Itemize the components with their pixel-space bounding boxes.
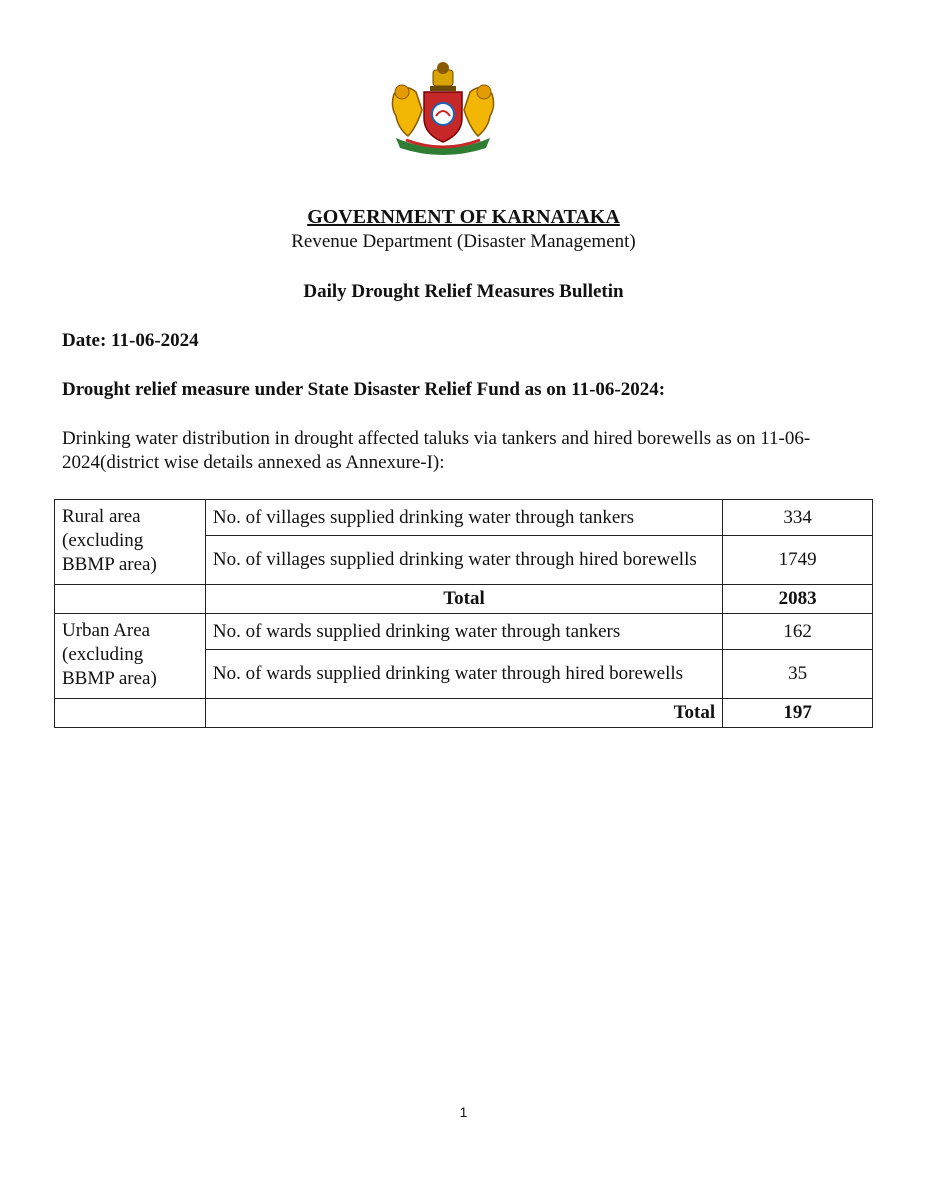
rural-total-label: Total — [205, 585, 722, 614]
bulletin-date: Date: 11-06-2024 — [62, 330, 199, 351]
karnataka-state-emblem-icon — [386, 58, 500, 156]
intro-paragraph: Drinking water distribution in drought affected taluks via tankers and hired borewells as on 11-06-2024(district wise details annexed as Annexure-I): — [62, 428, 811, 473]
urban-total-value: 197 — [723, 699, 873, 728]
row-description: No. of wards supplied drinking water through tankers — [205, 614, 722, 650]
bulletin-title: Daily Drought Relief Measures Bulletin — [303, 281, 624, 302]
table-row — [55, 614, 873, 650]
row-description: No. of villages supplied drinking water through hired borewells — [205, 536, 722, 585]
rural-total-value: 2083 — [723, 585, 873, 614]
row-value: 162 — [723, 614, 873, 650]
row-value: 35 — [723, 650, 873, 699]
row-value: 334 — [723, 500, 873, 536]
total-row — [55, 699, 873, 728]
page-number: 1 — [459, 1104, 468, 1120]
department-subtitle: Revenue Department (Disaster Management) — [291, 231, 636, 252]
urban-area-label: Urban Area (excluding BBMP area) — [55, 614, 206, 699]
row-description: No. of wards supplied drinking water through hired borewells — [205, 650, 722, 699]
empty-cell — [55, 585, 206, 614]
total-row — [55, 585, 873, 614]
row-description: No. of villages supplied drinking water through tankers — [205, 500, 722, 536]
government-title: GOVERNMENT OF KARNATAKA — [307, 206, 620, 228]
table-row — [55, 500, 873, 536]
empty-cell — [55, 699, 206, 728]
urban-total-label: Total — [205, 699, 722, 728]
row-value: 1749 — [723, 536, 873, 585]
section-heading: Drought relief measure under State Disaster Relief Fund as on 11-06-2024: — [62, 379, 666, 400]
rural-area-label: Rural area (excluding BBMP area) — [55, 500, 206, 585]
relief-table — [54, 499, 873, 728]
